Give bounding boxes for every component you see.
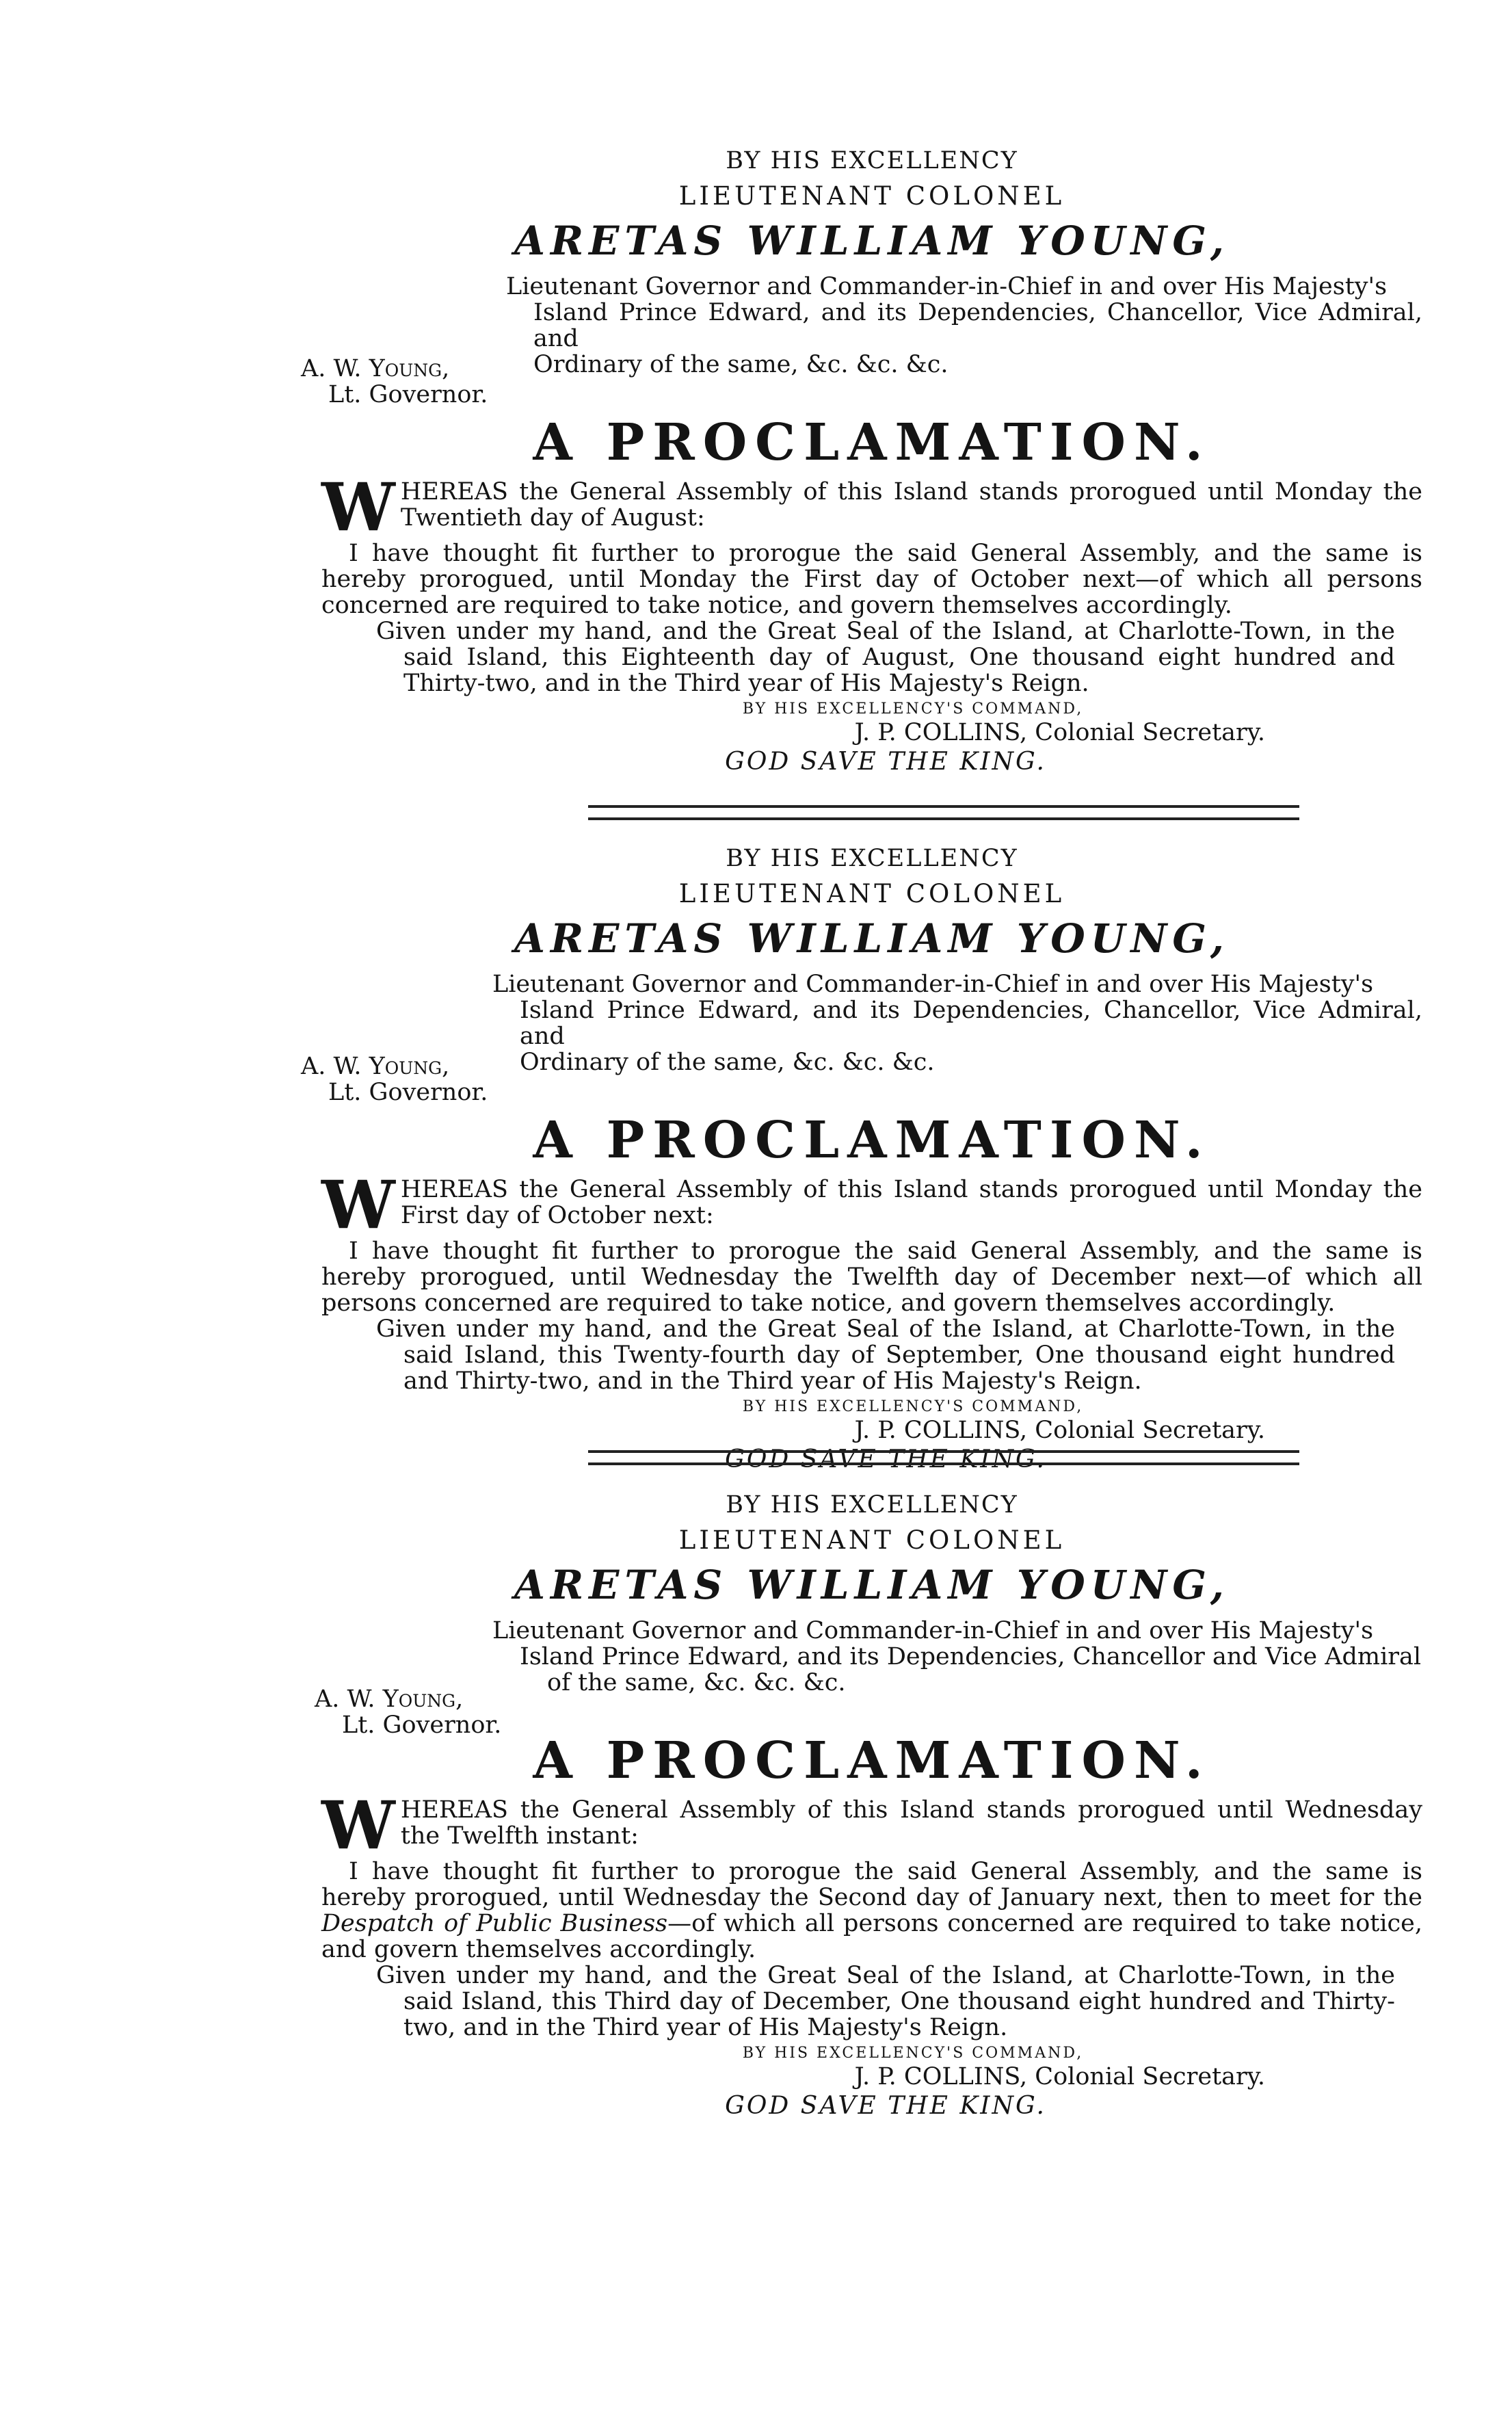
- signature-block: [315, 1686, 501, 1738]
- titles-line-2: Island Prince Edward, and its Dependencies, Chancellor, Vice Admiral, and: [533, 299, 1422, 352]
- proclamation-heading: A PROCLAMATION.: [533, 1731, 1211, 1790]
- body-text: I have thought fit further to prorogue the said General Assembly, and the same is hereby prorogued, until Wednesday the Twelfth day of December next—of which all persons concerned are required to take notice, and govern themselves accordingly.: [321, 1237, 1422, 1317]
- whereas-text: HEREAS the General Assembly of this Island stands prorogued until Monday the Twentieth day of August:: [400, 478, 1422, 532]
- titles-line-2: Island Prince Edward, and its Dependencies, Chancellor and Vice Admiral: [520, 1643, 1422, 1670]
- given-text: Given under my hand, and the Great Seal of the Island, at Charlotte-Town, in the said Island, this Twenty-fourth day of September, One thousand eight hundred and Thirty-two, and in the Third year of His Majesty's Reign.: [376, 1315, 1395, 1395]
- body-text-end: —of which all persons concerned are required to take notice, and govern themselves accordingly.: [321, 1910, 1422, 1963]
- command-line: BY HIS EXCELLENCY'S COMMAND,: [742, 700, 1084, 718]
- secretary-signature: J. P. COLLINS, Colonial Secretary.: [854, 719, 1265, 746]
- proclamation-body: [321, 1238, 1422, 1394]
- signature-block: [301, 356, 488, 408]
- body-text: [321, 1859, 1422, 1963]
- signature-title: Lt. Governor.: [328, 1079, 488, 1106]
- whereas-paragraph: [321, 469, 1422, 546]
- given-text: Given under my hand, and the Great Seal of the Island, at Charlotte-Town, in the said Island, this Third day of December, One thousand eight hundred and Thirty-two, and in the Third year of His Majesty's Reign.: [376, 1962, 1395, 2041]
- by-his-excellency: BY HIS EXCELLENCY: [726, 147, 1018, 174]
- body-text-italic: Despatch of Public Business: [321, 1910, 668, 1937]
- titles-line-1: Lieutenant Governor and Commander-in-Chief in and over His Majesty's: [492, 1617, 1374, 1644]
- titles-line-1: Lieutenant Governor and Commander-in-Chief in and over His Majesty's: [506, 273, 1388, 300]
- proclamation-heading: A PROCLAMATION.: [533, 413, 1211, 472]
- whereas-text: HEREAS the General Assembly of this Island stands prorogued until Wednesday the Twelfth instant:: [400, 1796, 1422, 1850]
- secretary-signature: J. P. COLLINS, Colonial Secretary.: [854, 2063, 1265, 2090]
- signature-name: A. W. Young,: [301, 355, 450, 382]
- signature-name: A. W. Young,: [301, 1053, 450, 1080]
- signature-block: [301, 1053, 488, 1105]
- secretary-signature: J. P. COLLINS, Colonial Secretary.: [854, 1417, 1265, 1444]
- drop-cap: W: [321, 1166, 395, 1244]
- proclamation-1: [301, 147, 1422, 776]
- given-text: Given under my hand, and the Great Seal of the Island, at Charlotte-Town, in the said Island, this Eighteenth day of August, One thousand eight hundred and Thirty-two, and in the Third year of His Majesty's Reign.: [376, 618, 1395, 697]
- governor-name: ARETAS WILLIAM YOUNG,: [514, 1562, 1230, 1608]
- proclamation-2: [301, 845, 1422, 1473]
- governor-name: ARETAS WILLIAM YOUNG,: [514, 915, 1230, 962]
- rank-line: LIEUTENANT COLONEL: [678, 181, 1065, 211]
- drop-cap: W: [321, 469, 395, 546]
- command-line: BY HIS EXCELLENCY'S COMMAND,: [742, 1398, 1084, 1415]
- whereas-text: HEREAS the General Assembly of this Island stands prorogued until Monday the First day of October next:: [400, 1176, 1422, 1229]
- titles-line-3: Ordinary of the same, &c. &c. &c.: [520, 1049, 935, 1076]
- double-rule-divider: [588, 1450, 1299, 1465]
- proclamation-heading: A PROCLAMATION.: [533, 1111, 1211, 1170]
- titles-line-2: Island Prince Edward, and its Dependencies, Chancellor, Vice Admiral, and: [520, 997, 1422, 1050]
- by-his-excellency: BY HIS EXCELLENCY: [726, 1491, 1018, 1519]
- proclamation-3: [315, 1491, 1422, 2120]
- double-rule-divider: [588, 805, 1299, 820]
- signature-title: Lt. Governor.: [328, 381, 488, 408]
- whereas-paragraph: [321, 1166, 1422, 1244]
- governor-titles: [506, 274, 1422, 378]
- rank-line: LIEUTENANT COLONEL: [678, 879, 1065, 908]
- signature-name: A. W. Young,: [315, 1685, 464, 1713]
- proclamation-body: [321, 540, 1422, 696]
- proclamation-body: [321, 1859, 1422, 2041]
- titles-line-3: Ordinary of the same, &c. &c. &c.: [533, 351, 949, 378]
- titles-line-1: Lieutenant Governor and Commander-in-Chief in and over His Majesty's: [492, 971, 1374, 998]
- god-save-the-king: GOD SAVE THE KING.: [725, 2092, 1046, 2120]
- god-save-the-king: GOD SAVE THE KING.: [725, 1445, 1046, 1473]
- rank-line: LIEUTENANT COLONEL: [678, 1525, 1065, 1555]
- drop-cap: W: [321, 1787, 395, 1864]
- command-line: BY HIS EXCELLENCY'S COMMAND,: [742, 2045, 1084, 2062]
- god-save-the-king: GOD SAVE THE KING.: [725, 748, 1046, 776]
- governor-name: ARETAS WILLIAM YOUNG,: [514, 218, 1230, 264]
- governor-titles: [492, 1618, 1422, 1696]
- by-his-excellency: BY HIS EXCELLENCY: [726, 845, 1018, 872]
- titles-line-3: of the same, &c. &c. &c.: [547, 1669, 846, 1696]
- signature-title: Lt. Governor.: [342, 1711, 502, 1739]
- whereas-paragraph: [321, 1787, 1422, 1864]
- body-text-start: I have thought fit further to prorogue the said General Assembly, and the same is hereby prorogued, until Wednesday the Second day of January next, then to meet for the: [321, 1858, 1422, 1911]
- body-text: I have thought fit further to prorogue the said General Assembly, and the same is hereby prorogued, until Monday the First day of October next—of which all persons concerned are required to take notice, and govern themselves accordingly.: [321, 540, 1422, 619]
- governor-titles: [492, 971, 1422, 1075]
